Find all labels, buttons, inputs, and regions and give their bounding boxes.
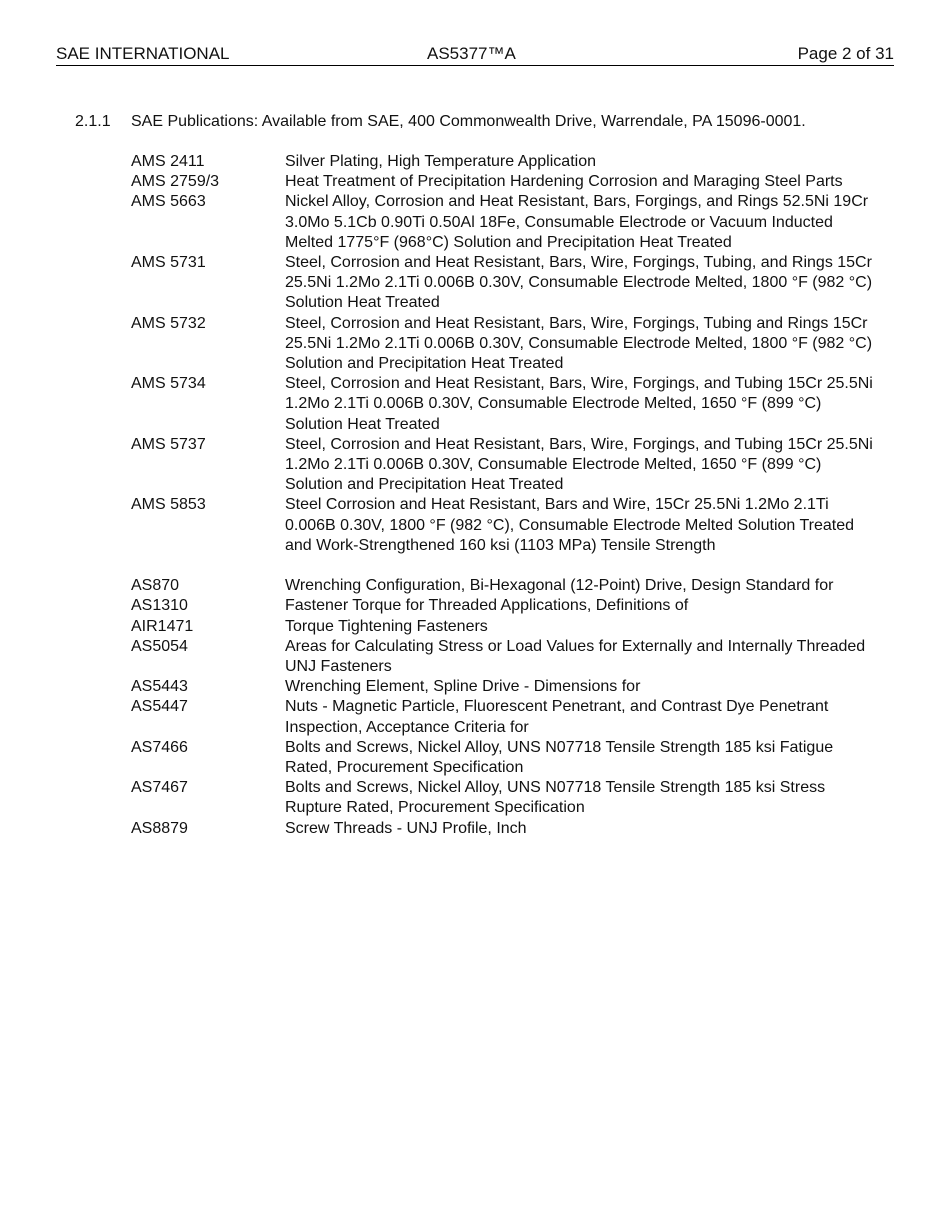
- reference-row: [131, 677, 876, 697]
- reference-row: [131, 778, 876, 818]
- reference-code: AS870: [131, 577, 180, 595]
- reference-code: AS7467: [131, 779, 188, 797]
- reference-title: Bolts and Screws, Nickel Alloy, UNS N07718 Tensile Strength 185 ksi Stress Rupture Rated, Procurement Specification: [285, 779, 826, 817]
- header-organization: SAE INTERNATIONAL: [56, 44, 230, 63]
- group-spacer: [131, 556, 876, 576]
- reference-title: Wrenching Element, Spline Drive - Dimensions for: [285, 678, 641, 696]
- page-header: [56, 44, 894, 66]
- reference-title: Fastener Torque for Threaded Applications, Definitions of: [285, 597, 689, 615]
- reference-row: [131, 617, 876, 637]
- reference-title: Nuts - Magnetic Particle, Fluorescent Penetrant, and Contrast Dye Penetrant Inspection, Acceptance Criteria for: [285, 698, 829, 736]
- reference-row: [131, 435, 876, 496]
- reference-code: AS7466: [131, 738, 188, 756]
- reference-title: Steel Corrosion and Heat Resistant, Bars and Wire, 15Cr 25.5Ni 1.2Mo 2.1Ti 0.006B 0.30V, 1800 °F (982 °C), Consumable Electrode Melted Solution Treated and Work-Strengthened 160 ksi (1103 MPa) Tensile Strength: [285, 496, 854, 554]
- reference-title: Steel, Corrosion and Heat Resistant, Bars, Wire, Forgings, and Tubing 15Cr 25.5Ni 1.2Mo 2.1Ti 0.006B 0.30V, Consumable Electrode Melted, 1650 °F (899 °C) Solution and Precipitation Heat Treated: [285, 435, 873, 494]
- reference-code: AMS 2759/3: [131, 173, 220, 191]
- reference-row: [131, 738, 876, 778]
- header-page-number: Page 2 of 31: [797, 44, 894, 63]
- reference-title: Silver Plating, High Temperature Application: [285, 153, 596, 170]
- reference-title: Wrenching Configuration, Bi-Hexagonal (12-Point) Drive, Design Standard for: [285, 577, 834, 595]
- reference-title: Nickel Alloy, Corrosion and Heat Resistant, Bars, Forgings, and Rings 52.5Ni 19Cr 3.0Mo 5.1Cb 0.90Ti 0.50Al 18Fe, Consumable Electrode or Vacuum Inducted Melted 1775°F (968°C) Solution and Precipitation Heat Treated: [285, 193, 869, 251]
- reference-code: AS5443: [131, 678, 188, 696]
- reference-code: AS1310: [131, 597, 188, 615]
- reference-title: Steel, Corrosion and Heat Resistant, Bars, Wire, Forgings, Tubing, and Rings 15Cr 25.5Ni 1.2Mo 2.1Ti 0.006B 0.30V, Consumable Electrode Melted, 1800 °F (982 °C) Solution Heat Treated: [285, 254, 873, 312]
- reference-title: Steel, Corrosion and Heat Resistant, Bars, Wire, Forgings, Tubing and Rings 15Cr 25.5Ni 1.2Mo 2.1Ti 0.006B 0.30V, Consumable Electrode Melted, 1800 °F (982 °C) Solution and Precipitation Heat Treated: [285, 314, 873, 373]
- section-number: 2.1.1: [75, 113, 111, 130]
- reference-row: [131, 172, 876, 192]
- reference-code: AMS 5734: [131, 375, 206, 393]
- reference-row: [131, 314, 876, 375]
- reference-row: [131, 697, 876, 737]
- reference-row: [131, 495, 876, 556]
- reference-list: [131, 152, 876, 839]
- header-document-number: AS5377™A: [427, 44, 516, 63]
- reference-code: AIR1471: [131, 617, 194, 635]
- reference-code: AS8879: [131, 819, 188, 837]
- as-reference-group: [131, 576, 876, 839]
- reference-row: [131, 596, 876, 616]
- reference-row: [131, 637, 876, 677]
- reference-code: AMS 5732: [131, 314, 206, 332]
- reference-row: [131, 819, 876, 839]
- reference-code: AMS 5737: [131, 435, 206, 453]
- reference-row: [131, 576, 876, 596]
- reference-code: AMS 5663: [131, 193, 206, 211]
- section-text: SAE Publications: Available from SAE, 400 Commonwealth Drive, Warrendale, PA 15096-0001.: [131, 113, 806, 130]
- reference-title: Torque Tightening Fasteners: [285, 617, 488, 635]
- reference-code: AMS 5853: [131, 496, 206, 514]
- reference-row: [131, 374, 876, 435]
- ams-reference-group: [131, 152, 876, 556]
- reference-title: Heat Treatment of Precipitation Hardening Corrosion and Maraging Steel Parts: [285, 173, 843, 191]
- reference-row: [131, 152, 876, 172]
- reference-code: AS5054: [131, 637, 188, 655]
- reference-code: AMS 5731: [131, 254, 206, 272]
- reference-title: Areas for Calculating Stress or Load Values for Externally and Internally Threaded UNJ Fasteners: [285, 637, 866, 676]
- reference-row: [131, 192, 876, 253]
- reference-title: Bolts and Screws, Nickel Alloy, UNS N07718 Tensile Strength 185 ksi Fatigue Rated, Procurement Specification: [285, 738, 834, 777]
- reference-title: Screw Threads - UNJ Profile, Inch: [285, 819, 527, 837]
- reference-row: [131, 253, 876, 314]
- reference-code: AS5447: [131, 698, 188, 716]
- reference-code: AMS 2411: [131, 153, 205, 170]
- reference-title: Steel, Corrosion and Heat Resistant, Bars, Wire, Forgings, and Tubing 15Cr 25.5Ni 1.2Mo 2.1Ti 0.006B 0.30V, Consumable Electrode Melted, 1650 °F (899 °C) Solution Heat Treated: [285, 375, 873, 433]
